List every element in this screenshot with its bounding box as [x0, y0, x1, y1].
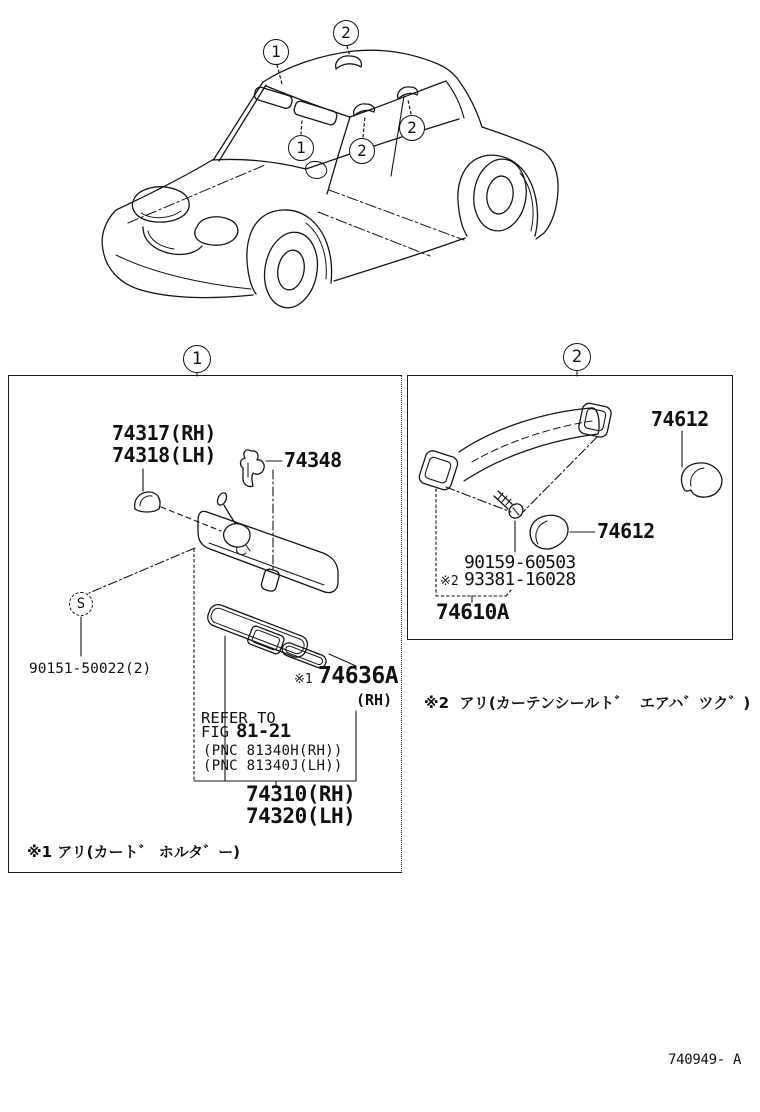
- footnote-1-card-holder: ※1 アリ(カート゛ ホルタ゛ー): [27, 843, 240, 861]
- part-label-90159-60503: 90159-60503: [464, 552, 576, 573]
- callout-2-center-grip: 2: [349, 138, 375, 164]
- part-label-93381-16028: 93381-16028: [464, 569, 576, 590]
- part-label-74320-lh: 74320(LH): [246, 804, 356, 828]
- refer-note-line2: [201, 722, 291, 742]
- part-label-74310-rh: 74310(RH): [246, 782, 356, 806]
- car-drawing: [102, 46, 558, 312]
- callout-2-roof-grip: 2: [333, 20, 359, 46]
- note2-reference-mark: ※2: [440, 574, 459, 589]
- part-label-74612-front: 74612: [597, 519, 655, 543]
- part-label-74612-rear: 74612: [651, 407, 709, 431]
- car-callout-leaders: [277, 46, 411, 137]
- standard-part-s-marker: S: [69, 592, 93, 616]
- callout-1-front-visor: 1: [263, 39, 289, 65]
- car-visor-rear-icon: [293, 100, 338, 126]
- footnote-2-curtain-airbag: ※2 アリ(カーテンシールト゛ エアハ゛ツク゛): [424, 694, 751, 712]
- part-label-74318-lh: 74318(LH): [112, 443, 216, 467]
- part-label-74317-rh: 74317(RH): [112, 421, 216, 445]
- refer-fig-number: 81-21: [236, 720, 291, 742]
- refer-pnc-rh: (PNC 81340H(RH)): [203, 743, 343, 759]
- part-label-74636a: 74636A: [318, 663, 399, 689]
- callout-1-rear-visor: 1: [288, 135, 314, 161]
- callout-2-rear-grip: 2: [399, 115, 425, 141]
- refer-note-line1: REFER TO: [201, 709, 276, 727]
- part-label-90151-50022: 90151-50022(2): [29, 661, 152, 677]
- box2-header-callout: 2: [563, 343, 591, 371]
- part-label-74348: 74348: [284, 448, 342, 472]
- page-doc-number: 740949- A: [668, 1052, 742, 1068]
- refer-fig-word: FIG: [201, 723, 229, 741]
- box1-header-callout: 1: [183, 345, 211, 373]
- refer-pnc-lh: (PNC 81340J(LH)): [203, 758, 343, 774]
- part-label-74610a: 74610A: [436, 600, 509, 624]
- part-label-74636a-side: (RH): [356, 691, 393, 709]
- note1-reference-mark: ※1: [294, 672, 313, 687]
